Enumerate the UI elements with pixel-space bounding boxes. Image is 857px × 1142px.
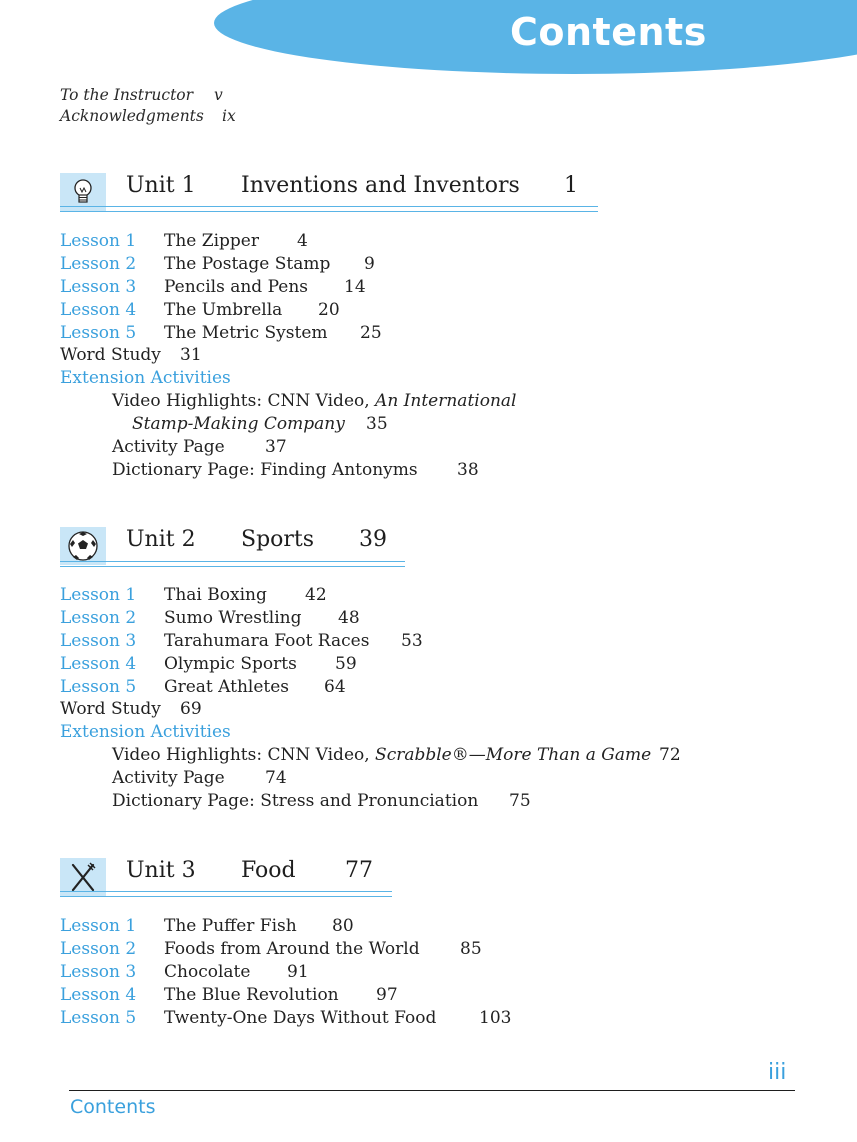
video-title-continued: Stamp-Making Company bbox=[132, 414, 345, 434]
page-title: Contents bbox=[510, 10, 707, 54]
unit-2-rule bbox=[60, 561, 405, 562]
unit-3-title: Food bbox=[241, 858, 296, 883]
lesson-title: Foods from Around the World bbox=[164, 939, 420, 959]
lesson-page: 59 bbox=[335, 654, 357, 674]
activity-page-page: 37 bbox=[265, 437, 287, 457]
unit-1-title: Inventions and Inventors bbox=[241, 173, 520, 198]
footer-label: Contents bbox=[70, 1096, 156, 1118]
unit-2-title: Sports bbox=[241, 527, 315, 552]
lesson-title: Sumo Wrestling bbox=[164, 608, 302, 628]
lesson-label: Lesson 5 bbox=[60, 323, 137, 343]
unit-2-icon-box bbox=[60, 527, 106, 565]
lesson-title: The Postage Stamp bbox=[164, 254, 331, 274]
lesson-page: 80 bbox=[332, 916, 354, 936]
lesson-page: 20 bbox=[318, 300, 340, 320]
lesson-label: Lesson 4 bbox=[60, 985, 137, 1005]
lesson-label: Lesson 3 bbox=[60, 962, 137, 982]
video-title: An International bbox=[375, 391, 517, 411]
lesson-title: The Umbrella bbox=[164, 300, 283, 320]
lesson-title: Twenty-One Days Without Food bbox=[164, 1008, 437, 1028]
soccer-ball-icon bbox=[60, 527, 106, 565]
dictionary-page-label: Dictionary Page: Stress and Pronunciation bbox=[112, 791, 479, 811]
lesson-title: Tarahumara Foot Races bbox=[164, 631, 370, 651]
lesson-title: Pencils and Pens bbox=[164, 277, 308, 297]
word-study-page: 31 bbox=[180, 345, 202, 365]
page-number: iii bbox=[768, 1060, 787, 1085]
video-title: Scrabble®—More Than a Game bbox=[375, 745, 652, 765]
extension-activities-label: Extension Activities bbox=[60, 722, 231, 742]
front-matter-label: To the Instructor bbox=[60, 86, 194, 104]
lesson-title: The Zipper bbox=[164, 231, 259, 251]
lesson-label: Lesson 3 bbox=[60, 631, 137, 651]
unit-1-label: Unit 1 bbox=[126, 173, 196, 198]
lesson-label: Lesson 3 bbox=[60, 277, 137, 297]
lesson-page: 103 bbox=[479, 1008, 512, 1028]
lesson-page: 25 bbox=[360, 323, 382, 343]
lesson-title: The Metric System bbox=[164, 323, 328, 343]
video-page: 72 bbox=[659, 745, 681, 765]
lesson-label: Lesson 1 bbox=[60, 231, 137, 251]
front-matter-page: ix bbox=[222, 107, 236, 125]
activity-page-label: Activity Page bbox=[112, 437, 225, 457]
dictionary-page-label: Dictionary Page: Finding Antonyms bbox=[112, 460, 418, 480]
lesson-page: 4 bbox=[297, 231, 308, 251]
lesson-title: Thai Boxing bbox=[164, 585, 267, 605]
lesson-title: Olympic Sports bbox=[164, 654, 297, 674]
lesson-page: 85 bbox=[460, 939, 482, 959]
lesson-label: Lesson 2 bbox=[60, 608, 137, 628]
dictionary-page-page: 75 bbox=[509, 791, 531, 811]
unit-2-label: Unit 2 bbox=[126, 527, 196, 552]
unit-3-page: 77 bbox=[345, 858, 373, 883]
lesson-title: The Puffer Fish bbox=[164, 916, 297, 936]
video-page: 35 bbox=[366, 414, 388, 434]
video-prefix: Video Highlights: CNN Video, bbox=[112, 391, 376, 411]
lesson-label: Lesson 2 bbox=[60, 939, 137, 959]
lesson-label: Lesson 2 bbox=[60, 254, 137, 274]
extension-activities-label: Extension Activities bbox=[60, 368, 231, 388]
lesson-page: 48 bbox=[338, 608, 360, 628]
lesson-label: Lesson 1 bbox=[60, 916, 137, 936]
lesson-page: 97 bbox=[376, 985, 398, 1005]
lesson-title: The Blue Revolution bbox=[164, 985, 339, 1005]
dictionary-page-page: 38 bbox=[457, 460, 479, 480]
lesson-page: 64 bbox=[324, 677, 346, 697]
unit-1-rule-2 bbox=[60, 211, 598, 212]
lesson-label: Lesson 5 bbox=[60, 1008, 137, 1028]
footer-rule bbox=[69, 1090, 795, 1091]
unit-1-rule bbox=[60, 206, 598, 207]
lesson-label: Lesson 1 bbox=[60, 585, 137, 605]
video-highlights bbox=[112, 391, 516, 411]
activity-page-label: Activity Page bbox=[112, 768, 225, 788]
video-highlights bbox=[112, 745, 651, 765]
lesson-label: Lesson 4 bbox=[60, 300, 137, 320]
lesson-label: Lesson 4 bbox=[60, 654, 137, 674]
unit-3-rule bbox=[60, 891, 392, 892]
unit-2-rule-2 bbox=[60, 566, 405, 567]
word-study-label: Word Study bbox=[60, 699, 161, 719]
lesson-page: 91 bbox=[287, 962, 309, 982]
lesson-page: 9 bbox=[364, 254, 375, 274]
video-prefix: Video Highlights: CNN Video, bbox=[112, 745, 376, 765]
lesson-title: Chocolate bbox=[164, 962, 251, 982]
lesson-page: 53 bbox=[401, 631, 423, 651]
unit-3-rule-2 bbox=[60, 896, 392, 897]
lesson-page: 42 bbox=[305, 585, 327, 605]
unit-2-page: 39 bbox=[359, 527, 387, 552]
front-matter-page: v bbox=[214, 86, 223, 104]
lesson-title: Great Athletes bbox=[164, 677, 290, 697]
unit-1-page: 1 bbox=[564, 173, 578, 198]
front-matter-label: Acknowledgments bbox=[60, 107, 204, 125]
activity-page-page: 74 bbox=[265, 768, 287, 788]
unit-3-label: Unit 3 bbox=[126, 858, 196, 883]
word-study-page: 69 bbox=[180, 699, 202, 719]
lesson-page: 14 bbox=[344, 277, 366, 297]
word-study-label: Word Study bbox=[60, 345, 161, 365]
lesson-label: Lesson 5 bbox=[60, 677, 137, 697]
